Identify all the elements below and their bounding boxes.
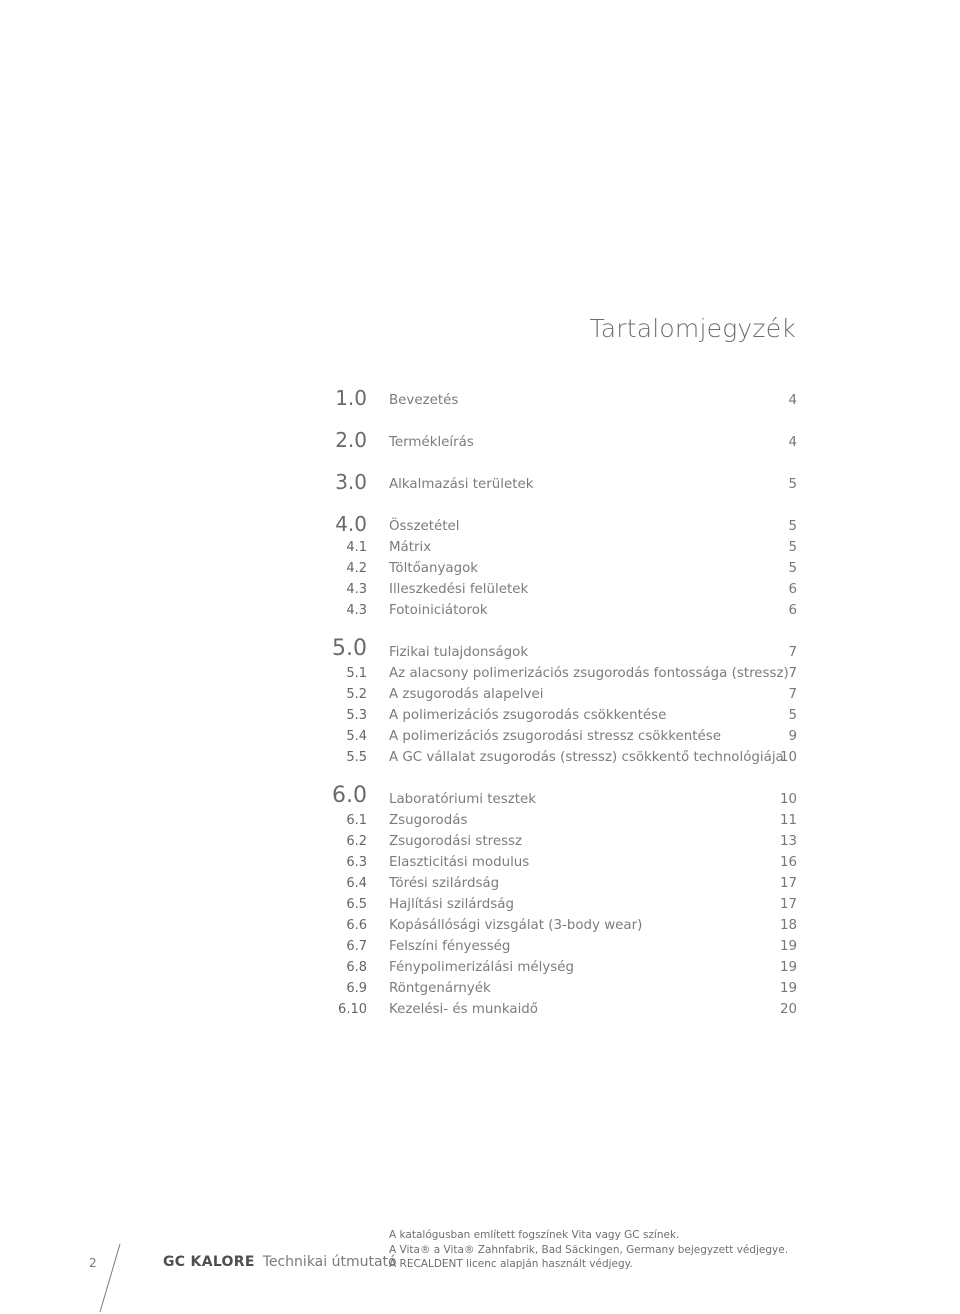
toc-entry[interactable]: [0, 386, 960, 412]
toc-label: Illeszkedési felületek: [389, 582, 529, 597]
toc-label: Zsugorodási stressz: [389, 834, 523, 849]
toc-number: 5.4: [346, 729, 367, 744]
toc-page: 20: [779, 1002, 797, 1017]
footer-note: A Vita® a Vita® Zahnfabrik, Bad Säckingen, Germany bejegyzett védjegye.: [389, 1243, 789, 1256]
footer-note: A RECALDENT licenc alapján használt védjegy.: [389, 1258, 633, 1270]
toc-number: 5.0: [332, 636, 367, 661]
toc-page: 7: [788, 645, 797, 660]
toc-entry[interactable]: [0, 852, 960, 874]
toc-label: A polimerizációs zsugorodási stressz csökkentése: [389, 729, 721, 744]
toc-entry[interactable]: [0, 726, 960, 748]
toc-number: 6.5: [346, 897, 367, 912]
toc-number: 4.3: [346, 582, 367, 597]
toc-number: 6.3: [346, 855, 367, 870]
toc-label: Töltőanyagok: [389, 561, 479, 576]
toc-number: 6.8: [346, 960, 367, 975]
toc-page: 9: [788, 729, 797, 744]
toc-page: 4: [788, 393, 797, 408]
toc-label: Kezelési- és munkaidő: [389, 1002, 538, 1017]
toc-page: 19: [779, 960, 797, 975]
toc-number: 6.1: [346, 813, 367, 828]
toc-label: Alkalmazási területek: [389, 477, 534, 492]
toc-entry[interactable]: [0, 512, 960, 538]
toc-entry[interactable]: [0, 636, 960, 664]
toc-number: 4.3: [346, 603, 367, 618]
toc-label: Zsugorodás: [389, 813, 468, 828]
toc-number: 6.7: [346, 939, 367, 954]
toc-number: 6.6: [346, 918, 367, 933]
toc-number: 5.2: [346, 687, 367, 702]
footer-notes: [389, 1228, 788, 1272]
toc-page: 6: [788, 603, 797, 618]
toc-number: 5.3: [346, 708, 367, 723]
toc-label: Kopásállósági vizsgálat (3-body wear): [389, 918, 643, 933]
toc-label: Elaszticitási modulus: [389, 855, 530, 870]
toc-entry[interactable]: [0, 579, 960, 601]
toc-entry[interactable]: [0, 663, 960, 685]
toc-number: 6.2: [346, 834, 367, 849]
footer-brand: [163, 1254, 397, 1270]
toc-entry[interactable]: [0, 470, 960, 496]
toc-entry[interactable]: [0, 957, 960, 979]
toc-entry[interactable]: [0, 705, 960, 727]
toc-entry[interactable]: [0, 978, 960, 1000]
toc-entry[interactable]: [0, 831, 960, 853]
toc-label: Mátrix: [389, 540, 432, 555]
toc-number: 4.1: [346, 540, 367, 555]
footer-page-number: 2: [89, 1256, 97, 1270]
toc-label: Hajlítási szilárdság: [389, 897, 514, 912]
toc-entry[interactable]: [0, 894, 960, 916]
toc-entry[interactable]: [0, 537, 960, 559]
page-title: Tartalomjegyzék: [589, 314, 796, 343]
toc-page: 10: [779, 792, 797, 807]
toc-number: 5.1: [346, 666, 367, 681]
toc-page: 13: [779, 834, 797, 849]
toc-entry[interactable]: [0, 999, 960, 1021]
toc-label: A GC vállalat zsugorodás (stressz) csökkentő technológiája: [389, 750, 784, 765]
toc-entry[interactable]: [0, 558, 960, 580]
toc-number: 4.0: [335, 512, 367, 536]
toc-page: 18: [779, 918, 797, 933]
toc-entry[interactable]: [0, 915, 960, 937]
toc-number: 6.9: [346, 981, 367, 996]
toc-number: 5.5: [346, 750, 367, 765]
toc-label: Laboratóriumi tesztek: [389, 792, 536, 807]
toc-page: 5: [788, 540, 797, 555]
toc-entry[interactable]: [0, 684, 960, 706]
toc-label: Termékleírás: [389, 435, 474, 450]
brand-name: GC KALORE: [163, 1254, 255, 1270]
toc-page: 17: [779, 876, 797, 891]
toc-label: Fénypolimerizálási mélység: [389, 960, 575, 975]
toc-entry[interactable]: [0, 936, 960, 958]
toc-number: 3.0: [335, 470, 367, 494]
toc-page: 17: [779, 897, 797, 912]
toc-page: 5: [788, 477, 797, 492]
brand-subtitle: Technikai útmutató: [262, 1254, 397, 1270]
toc-page: 4: [788, 435, 797, 450]
toc-entry[interactable]: [0, 600, 960, 622]
toc-label: Fizikai tulajdonságok: [389, 645, 529, 660]
toc-page: 10: [779, 750, 797, 765]
toc-label: Törési szilárdság: [389, 876, 500, 891]
toc-page: 19: [779, 981, 797, 996]
toc-page: 5: [788, 561, 797, 576]
toc-label: A zsugorodás alapelvei: [389, 687, 544, 702]
divider-slash: [98, 1242, 128, 1314]
toc-label: Az alacsony polimerizációs zsugorodás fontossága (stressz): [389, 666, 789, 681]
toc-page: 6: [788, 582, 797, 597]
toc-label: A polimerizációs zsugorodás csökkentése: [389, 708, 667, 723]
toc-entry[interactable]: [0, 810, 960, 832]
toc-entry[interactable]: [0, 873, 960, 895]
toc-entry[interactable]: [0, 747, 960, 769]
toc-number: 6.4: [346, 876, 367, 891]
toc-label: Bevezetés: [389, 393, 459, 408]
toc-number: 6.0: [332, 783, 367, 808]
toc-page: 5: [788, 519, 797, 534]
toc-number: 1.0: [335, 386, 367, 410]
toc-page: 7: [788, 687, 797, 702]
toc-label: Felszíni fényesség: [389, 939, 511, 954]
toc-label: Fotoiniciátorok: [389, 603, 488, 618]
toc-entry[interactable]: [0, 783, 960, 811]
toc-page: 5: [788, 708, 797, 723]
toc-number: 6.10: [338, 1002, 367, 1017]
toc-page: 19: [779, 939, 797, 954]
toc-page: 7: [788, 666, 797, 681]
toc-page: 16: [779, 855, 797, 870]
toc-number: 2.0: [335, 428, 367, 452]
toc-entry[interactable]: [0, 428, 960, 454]
toc-page: 11: [779, 813, 797, 828]
toc-label: Összetétel: [389, 519, 460, 534]
footer-note: A katalógusban említett fogszínek Vita vagy GC színek.: [389, 1229, 680, 1241]
toc-label: Röntgenárnyék: [389, 981, 491, 996]
toc-number: 4.2: [346, 561, 367, 576]
